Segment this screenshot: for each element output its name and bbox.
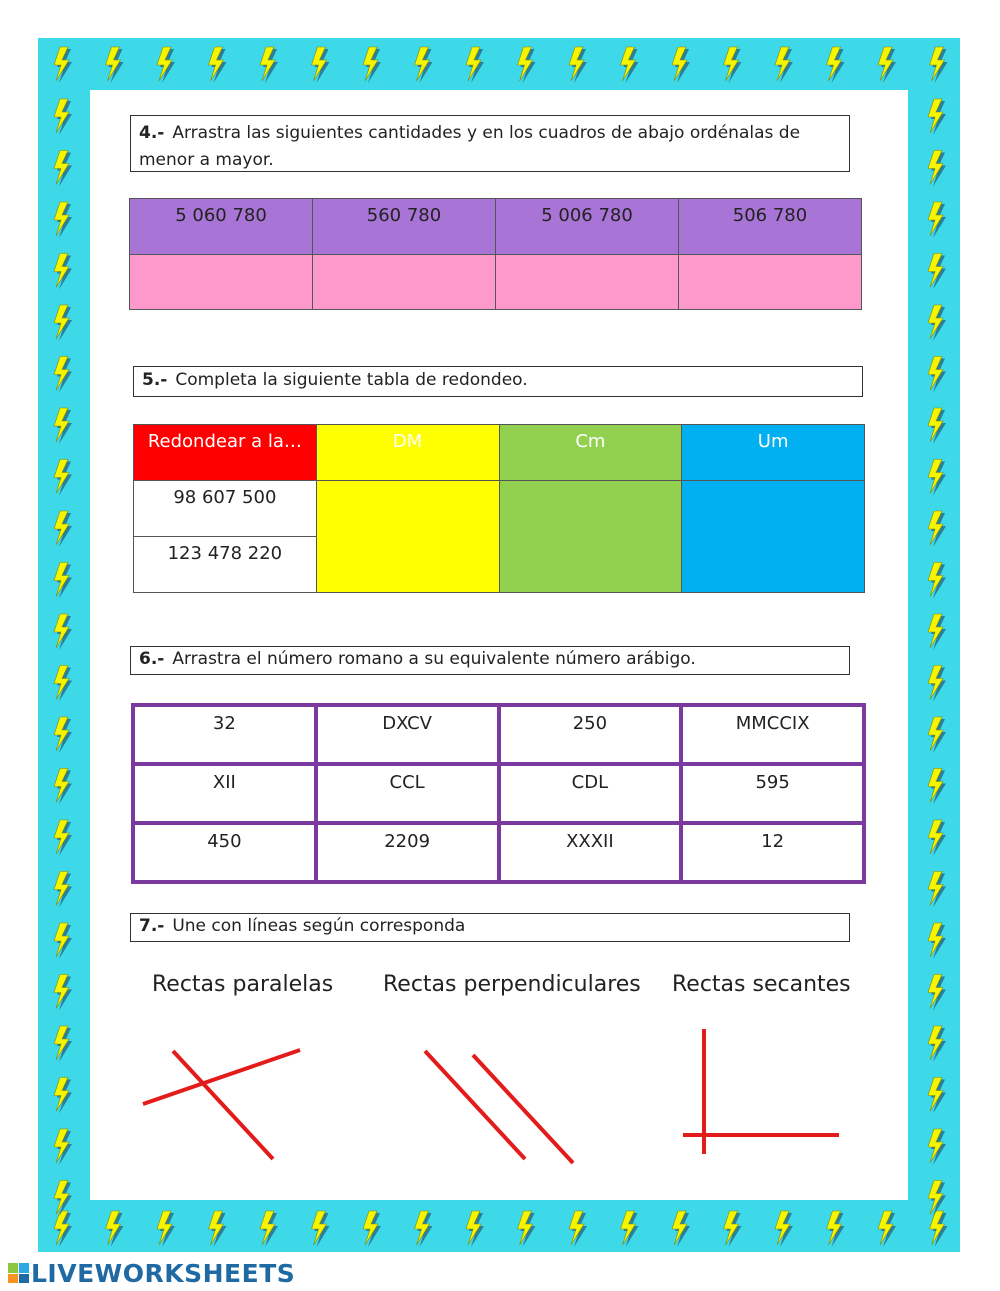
logo-icon <box>8 1263 28 1283</box>
draggable-number[interactable]: 560 780 <box>313 199 496 255</box>
question-4-text: Arrastra las siguientes cantidades y en los cuadros de abajo ordénalas de menor a mayor. <box>139 123 801 170</box>
numeral-cell[interactable]: XXXII <box>499 823 682 882</box>
numeral-cell[interactable]: 32 <box>133 705 316 764</box>
answer-field-cm[interactable] <box>499 481 682 593</box>
question-5-text: Completa la siguiente tabla de redondeo. <box>175 370 528 390</box>
numeral-cell[interactable]: XII <box>133 764 316 823</box>
numeral-cell[interactable]: DXCV <box>316 705 499 764</box>
rounding-number: 123 478 220 <box>134 537 317 593</box>
question-4-number: 4.- <box>139 123 165 143</box>
drop-slot[interactable] <box>496 255 679 310</box>
numeral-cell[interactable]: CDL <box>499 764 682 823</box>
question-5-box <box>133 366 863 397</box>
draggable-number[interactable]: 5 006 780 <box>496 199 679 255</box>
numeral-cell[interactable]: CCL <box>316 764 499 823</box>
rounding-header: Redondear a la… <box>134 425 317 481</box>
rounding-number: 98 607 500 <box>134 481 317 537</box>
question-6-number: 6.- <box>139 649 165 669</box>
label-parallel[interactable]: Rectas paralelas <box>152 972 334 997</box>
answer-field-um[interactable] <box>682 481 865 593</box>
numeral-cell[interactable]: 250 <box>499 705 682 764</box>
rounding-header-dm: DM <box>316 425 499 481</box>
rounding-table <box>133 424 865 593</box>
label-perpendicular[interactable]: Rectas perpendiculares <box>383 972 641 997</box>
answer-field-dm[interactable] <box>316 481 499 593</box>
numeral-cell[interactable]: MMCCIX <box>681 705 864 764</box>
label-secant[interactable]: Rectas secantes <box>672 972 851 997</box>
liveworksheets-logo <box>8 1258 295 1288</box>
question-5-number: 5.- <box>142 370 168 390</box>
drop-slot[interactable] <box>130 255 313 310</box>
question-7-box <box>130 913 850 942</box>
question-6-box <box>130 646 850 675</box>
roman-numeral-table <box>131 703 866 884</box>
question-7-number: 7.- <box>139 916 165 936</box>
question-6-text: Arrastra el número romano a su equivalente número arábigo. <box>172 649 696 669</box>
draggable-number[interactable]: 506 780 <box>679 199 862 255</box>
question-4-box <box>130 115 850 172</box>
rounding-header-cm: Cm <box>499 425 682 481</box>
ordering-table <box>129 198 862 310</box>
question-7-text: Une con líneas según corresponda <box>172 916 466 936</box>
logo-text: LIVEWORKSHEETS <box>31 1258 296 1288</box>
draggable-number[interactable]: 5 060 780 <box>130 199 313 255</box>
numeral-cell[interactable]: 595 <box>681 764 864 823</box>
drop-slot[interactable] <box>313 255 496 310</box>
numeral-cell[interactable]: 450 <box>133 823 316 882</box>
drop-slot[interactable] <box>679 255 862 310</box>
rounding-header-um: Um <box>682 425 865 481</box>
numeral-cell[interactable]: 2209 <box>316 823 499 882</box>
numeral-cell[interactable]: 12 <box>681 823 864 882</box>
